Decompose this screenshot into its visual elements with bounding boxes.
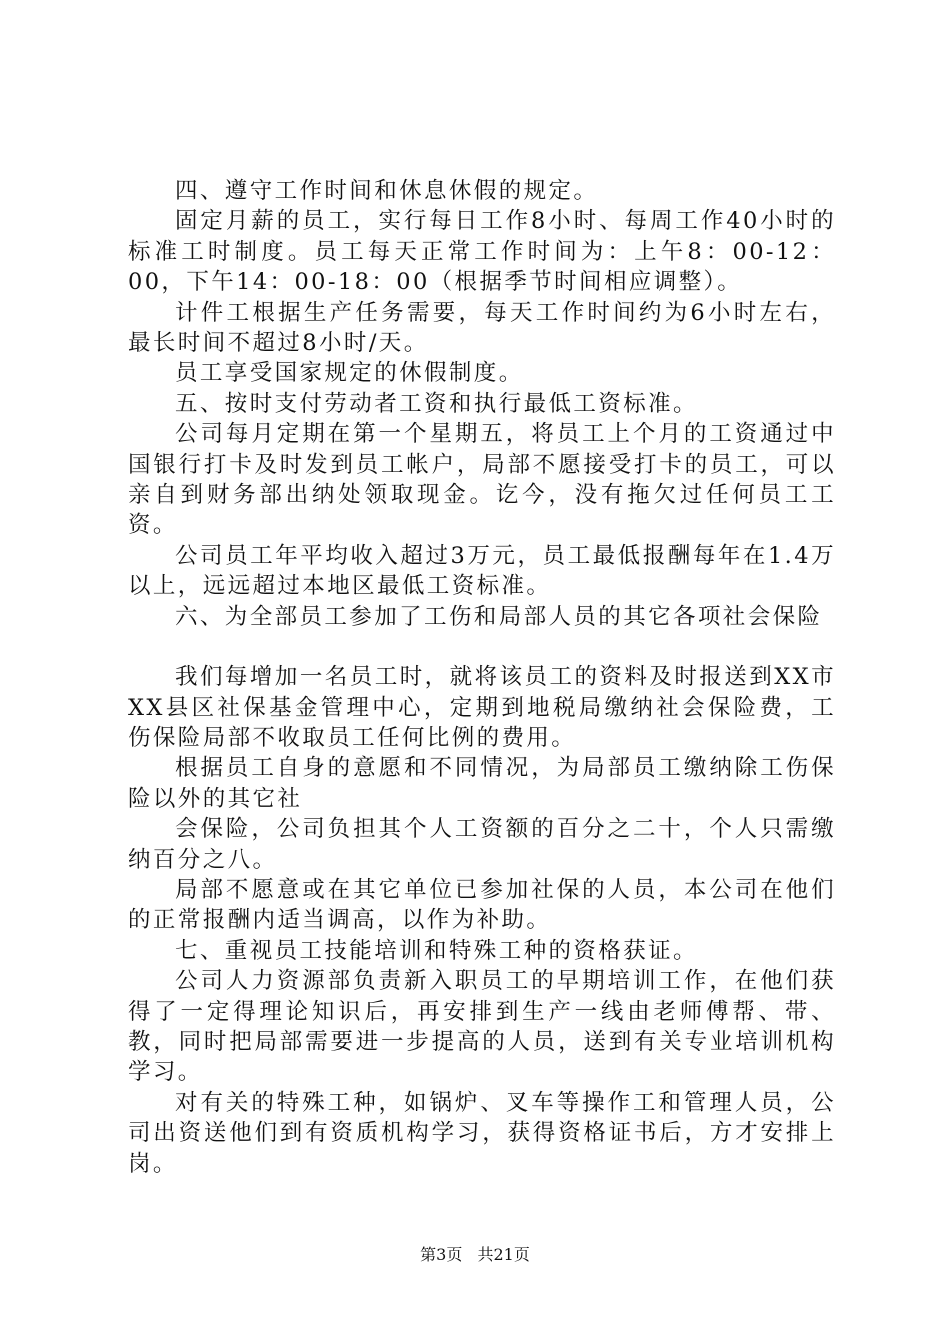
page-total: 共21页 [477,1245,530,1264]
section-heading-4: 四、遵守工作时间和休息休假的规定。 [175,178,599,204]
paragraph-holiday-system: 员工享受国家规定的休假制度。 [175,360,524,387]
paragraph-payday: 公司每月定期在第一个星期五，将员工上个月的工资通过中国银行打卡及时发到员工帐户，局部不愿接受打卡的员工，可以亲自到财务部出纳处领取现金。讫今，没有拖欠过任何员工工资。 [128,421,836,539]
document-body [128,176,836,1179]
section-heading-5: 五、按时支付劳动者工资和执行最低工资标准。 [175,390,698,417]
section-heading-7: 七、重视员工技能培训和特殊工种的资格获证。 [175,937,698,964]
paragraph-social-security-registration: 我们每增加一名员工时，就将该员工的资料及时报送到XX市XX县区社保基金管理中心，定期到地税局缴纳社会保险费，工伤保险局部不收取员工任何比例的费用。 [128,664,836,751]
paragraph-piecework-hours: 计件工根据生产任务需要，每天工作时间约为6小时左右，最长时间不超过8小时/天。 [128,299,836,357]
page-footer [0,1245,950,1265]
paragraph-average-income: 公司员工年平均收入超过3万元，员工最低报酬每年在1.4万以上，远远超过本地区最低工资标准。 [128,542,836,600]
paragraph-special-trades: 对有关的特殊工种，如锅炉、叉车等操作工和管理人员，公司出资送他们到有资质机构学习，获得资格证书后，方才安排上岗。 [128,1089,836,1177]
section-heading-6: 六、为全部员工参加了工伤和局部人员的其它各项社会保险 [175,603,823,630]
paragraph-new-hire-training: 公司人力资源部负责新入职员工的早期培训工作，在他们获得了一定得理论知识后，再安排到生产一线由老师傅帮、带、教，同时把局部需要进一步提高的人员，送到有关专业培训机构学习。 [128,968,836,1086]
paragraph-other-insurance-part2: 会保险，公司负担其个人工资额的百分之二十，个人只需缴纳百分之八。 [128,816,836,873]
page-number: 第3页 [420,1245,463,1264]
paragraph-other-insurance-part1: 根据员工自身的意愿和不同情况，为局部员工缴纳除工伤保险以外的其它社 [128,755,836,812]
paragraph-gap [128,632,836,662]
paragraph-subsidy: 局部不愿意或在其它单位已参加社保的人员，本公司在他们的正常报酬内适当调高，以作为补助。 [128,876,836,934]
paragraph-fixed-salary-hours: 固定月薪的员工，实行每日工作8小时、每周工作40小时的标准工时制度。员工每天正常工作时间为：上午8：00-12：00，下午14：00-18：00（根据季节时间相应调整）。 [128,208,836,296]
